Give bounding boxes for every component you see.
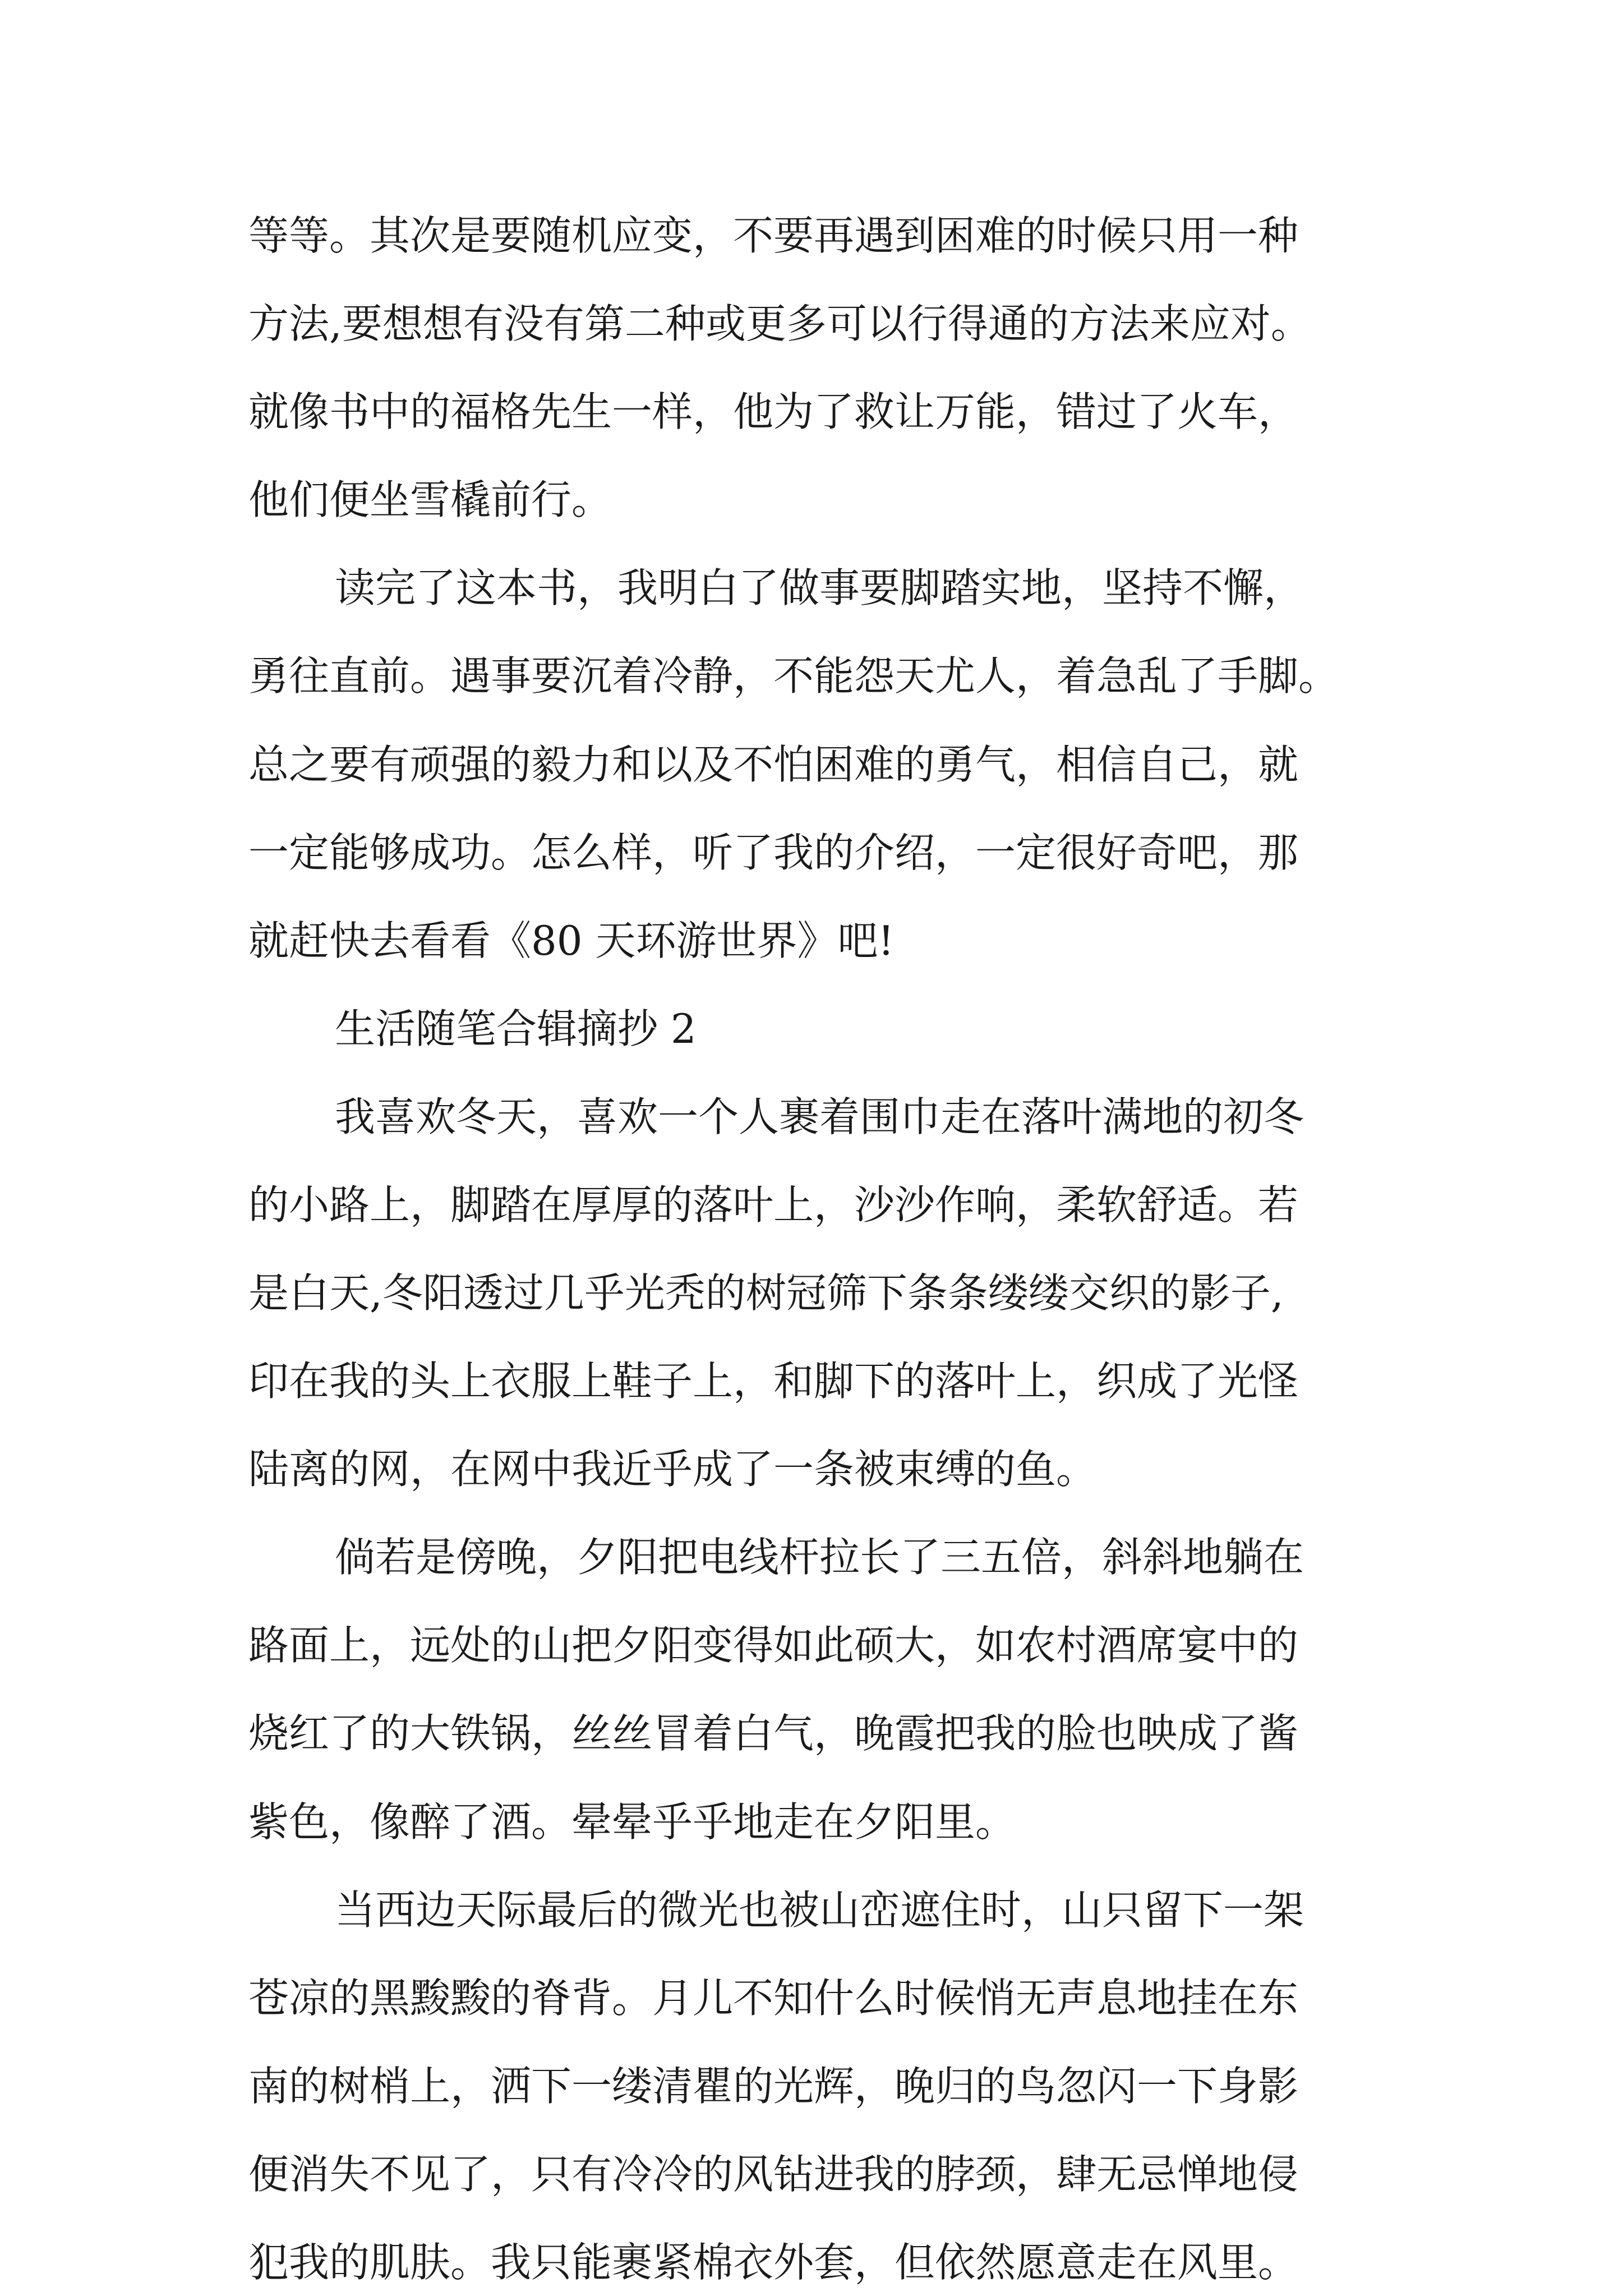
text-line: 便消失不见了，只有冷冷的风钻进我的脖颈，肆无忌惮地侵 bbox=[248, 2151, 1299, 2198]
text-line: 紫色，像醉了酒。晕晕乎乎地走在夕阳里。 bbox=[248, 1798, 1016, 1846]
text-line: 印在我的头上衣服上鞋子上，和脚下的落叶上，织成了光怪 bbox=[248, 1358, 1299, 1405]
text-line: 方法,要想想有没有第二种或更多可以行得通的方法来应对。 bbox=[248, 300, 1311, 347]
text-line: 勇往直前。遇事要沉着冷静，不能怨天尤人，着急乱了手脚。 bbox=[248, 652, 1339, 700]
text-line: 总之要有顽强的毅力和以及不怕困难的勇气，相信自己，就 bbox=[248, 741, 1299, 788]
text-line: 烧红了的大铁锅，丝丝冒着白气，晚霞把我的脸也映成了酱 bbox=[248, 1710, 1299, 1757]
text-line: 等等。其次是要随机应变，不要再遇到困难的时候只用一种 bbox=[248, 212, 1299, 259]
text-line: 他们便坐雪橇前行。 bbox=[248, 476, 612, 523]
paragraph-first-line: 我喜欢冬天，喜欢一个人裹着围巾走在落叶满地的初冬 bbox=[335, 1093, 1304, 1140]
text-line: 一定能够成功。怎么样，听了我的介绍，一定很好奇吧，那 bbox=[248, 829, 1299, 876]
text-line: 的小路上，脚踏在厚厚的落叶上，沙沙作响，柔软舒适。若 bbox=[248, 1181, 1299, 1228]
paragraph-first-line: 读完了这本书，我明白了做事要脚踏实地，坚持不懈， bbox=[335, 564, 1304, 611]
text-line: 南的树梢上，洒下一缕清瞿的光辉，晚归的鸟忽闪一下身影 bbox=[248, 2063, 1299, 2110]
text-line: 陆离的网，在网中我近乎成了一条被束缚的鱼。 bbox=[248, 1446, 1097, 1493]
text-line: 路面上，远处的山把夕阳变得如此硕大，如农村酒席宴中的 bbox=[248, 1622, 1299, 1669]
text-line: 就赶快去看看《80 天环游世界》吧! bbox=[248, 917, 895, 964]
text-line: 犯我的肌肤。我只能裹紧棉衣外套，但依然愿意走在风里。 bbox=[248, 2239, 1299, 2286]
text-line: 苍凉的黑黢黢的脊背。月儿不知什么时候悄无声息地挂在东 bbox=[248, 1975, 1299, 2022]
paragraph-first-line: 当西边天际最后的微光也被山峦遮住时，山只留下一架 bbox=[335, 1887, 1304, 1934]
paragraph-first-line: 倘若是傍晚，夕阳把电线杆拉长了三五倍，斜斜地躺在 bbox=[335, 1534, 1304, 1581]
section-heading: 生活随笔合辑摘抄 2 bbox=[335, 1005, 697, 1052]
text-line: 就像书中的福格先生一样，他为了救让万能，错过了火车， bbox=[248, 388, 1299, 435]
text-line: 是白天,冬阳透过几乎光秃的树冠筛下条条缕缕交织的影子, bbox=[248, 1269, 1284, 1317]
